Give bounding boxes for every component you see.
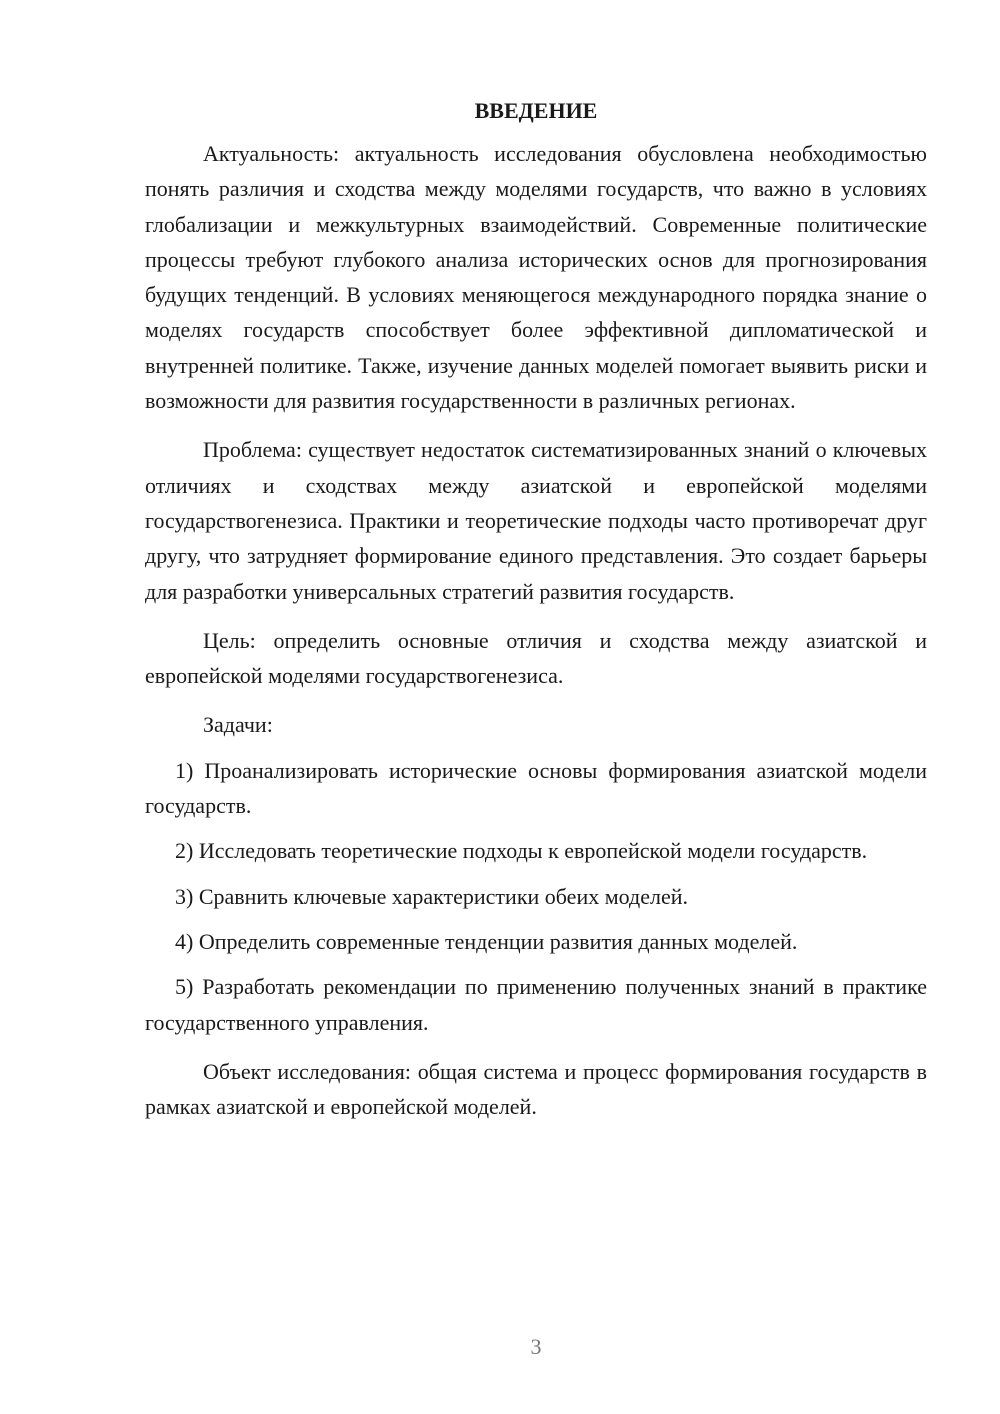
task-item-4: 4) Определить современные тенденции развития данных моделей. [175,928,798,954]
task-item-2: 2) Исследовать теоретические подходы к европейской модели государств. [175,838,868,864]
tasks-list [145,753,927,1040]
task-item-5: 5) Разработать рекомендации по применению полученных знаний в практике государственного управления. [145,974,927,1035]
section-heading: ВВЕДЕНИЕ [474,98,598,123]
paragraph-goal: Цель: определить основные отличия и сходства между азиатской и европейской моделями государствогенезиса. [145,627,927,689]
paragraph-object: Объект исследования: общая система и процесс формирования государств в рамках азиатской и европейской моделей. [145,1058,927,1120]
task-item-1: 1) Проанализировать исторические основы формирования азиатской модели государств. [145,757,927,819]
task-item-3: 3) Сравнить ключевые характеристики обеих моделей. [175,883,688,909]
tasks-label: Задачи: [203,712,273,738]
paragraph-relevance: Актуальность: актуальность исследования обусловлена необходимостью понять различия и сходства между моделями государств, что важно в условиях глобализации и межкультурных взаимодействий. Современные политические процессы требуют глубокого анализа исторических основ для прогнозирования будущих тенденций. В условиях меняющегося международного порядка знание о моделях государств способствует более эффективной дипломатической и внутренней политике. Также, изучение данных моделей помогает выявить риски и возможности для развития государственности в различных регионах. [145,141,927,414]
page-number: 3 [530,1334,542,1359]
document-page [145,96,927,1124]
paragraph-problem: Проблема: существует недостаток систематизированных знаний о ключевых отличиях и сходствах между азиатской и европейской моделями государствогенезиса. Практики и теоретические подходы часто противоречат друг другу, что затрудняет формирование единого представления. Это создает барьеры для разработки универсальных стратегий развития государств. [145,437,927,604]
